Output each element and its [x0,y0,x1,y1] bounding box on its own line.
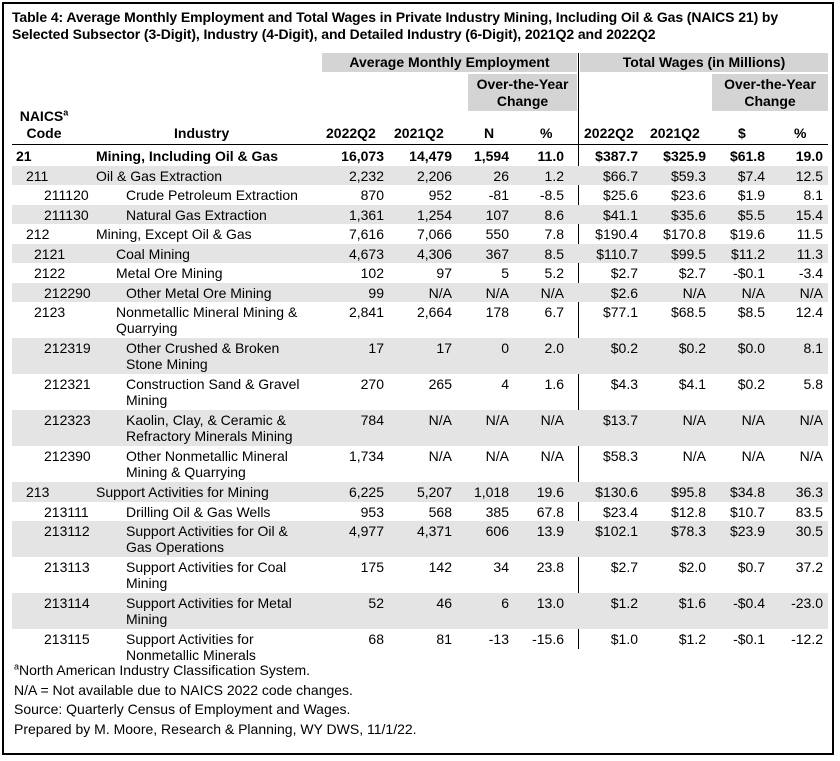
naics-code-cell: 213114 [44,595,90,611]
value-cell-emp2021: 2,664 [416,304,452,320]
value-cell-pct: 67.8 [536,503,564,520]
naics-code-cell: 212321 [44,376,91,392]
value-cell-w2022: $0.2 [610,340,638,356]
value-cell-emp2022: 953 [360,503,384,520]
value-cell-n: 4 [501,376,509,392]
value-cell-emp2021: N/A [428,448,452,464]
value-cell-wpct: -3.4 [798,265,823,281]
value-cell-pct: 1.6 [544,376,564,392]
industry-cell: Support Activities for Metal Mining [126,595,292,627]
value-cell-w2021: $12.8 [670,503,706,520]
value-cell-n: 1,018 [473,484,509,500]
industry-cell: Other Crushed & Broken Stone Mining [126,340,280,372]
emp-2021-header: 2021Q2 [394,125,444,141]
value-cell-emp2022: 17 [368,340,384,356]
value-cell-n: 367 [485,245,509,262]
value-cell-n: 178 [485,304,509,320]
value-cell-w2021: $2.7 [678,265,706,281]
value-cell-wpct: 8.1 [803,340,823,356]
value-cell-wpct: 12.4 [795,304,823,320]
value-cell-n: 1,594 [473,148,509,164]
value-cell-wpct: 30.5 [795,523,823,539]
table-row [12,283,828,303]
value-cell-wpct: 15.4 [795,206,823,223]
value-cell-emp2022: 1,734 [348,448,384,464]
value-cell-wpct: 37.2 [795,559,823,575]
value-cell-pct: 1.2 [544,167,564,184]
value-cell-wpct: -23.0 [791,595,823,611]
value-cell-n: N/A [485,412,509,428]
value-cell-w2021: $35.6 [670,206,706,223]
value-cell-pct: 19.6 [536,484,564,500]
value-cell-w2021: N/A [682,284,706,301]
table-row [12,482,828,502]
table-row [12,244,828,264]
value-cell-emp2022: 270 [360,376,384,392]
value-cell-emp2022: 175 [360,559,384,575]
value-cell-w2021: $99.5 [670,245,706,262]
value-cell-pct: 8.5 [544,245,564,262]
value-cell-emp2021: 46 [436,595,452,611]
value-cell-pct: 2.0 [544,340,564,356]
value-cell-pct: N/A [540,412,564,428]
footnote-marker: a [14,661,20,672]
value-cell-emp2021: 14,479 [409,148,452,164]
value-cell-w2022: $2.6 [610,284,638,301]
wages-change-label: Over-the-Year Change [724,76,816,109]
value-cell-w2021: $1.6 [678,595,706,611]
naics-code-cell: 212390 [44,448,91,464]
table-row [12,166,828,186]
value-cell-w2022: $25.6 [602,187,638,203]
value-cell-wpct: N/A [799,448,823,464]
value-cell-wpct: 5.8 [803,376,823,392]
value-cell-n: 5 [501,265,509,281]
header-rule [12,144,828,145]
value-cell-emp2022: 4,673 [348,245,384,262]
table-row [12,146,828,166]
value-cell-emp2022: 99 [368,284,384,301]
footnote-na: N/A = Not available due to NAICS 2022 code changes. [14,681,353,698]
value-cell-w2022: $77.1 [602,304,638,320]
value-cell-dol: $19.6 [729,226,765,242]
naics-code-cell: 213112 [44,523,90,539]
naics-code-cell: 2122 [34,265,66,281]
naics-code-header [14,108,74,142]
industry-cell: Other Metal Ore Mining [126,284,272,301]
value-cell-pct: 5.2 [544,265,564,281]
value-cell-emp2021: N/A [428,284,452,301]
naics-code-cell: 21 [16,148,32,164]
value-cell-emp2021: 1,254 [416,206,452,223]
naics-code-cell: 213113 [44,559,90,575]
industry-cell: Other Nonmetallic Mineral Mining & Quarrying [126,448,288,480]
value-cell-w2021: $95.8 [670,484,706,500]
value-cell-n: N/A [485,448,509,464]
value-cell-dol: $23.9 [729,523,765,539]
value-cell-dol: N/A [741,284,765,301]
value-cell-wpct: 83.5 [795,503,823,520]
industry-cell: Mining, Including Oil & Gas [96,148,278,164]
table-row [12,224,828,244]
value-cell-n: 0 [501,340,509,356]
value-cell-w2021: $4.1 [678,376,706,392]
value-cell-wpct: 11.3 [796,245,823,262]
value-cell-n: 6 [501,595,509,611]
emp-n-header: N [484,125,495,141]
table-frame [2,2,834,755]
value-cell-emp2021: 265 [428,376,452,392]
value-cell-n: 26 [493,167,509,184]
value-cell-w2022: $1.2 [610,595,638,611]
table-row [12,374,828,410]
value-cell-w2021: $23.6 [670,187,706,203]
value-cell-emp2022: 784 [360,412,384,428]
value-cell-dol: N/A [741,448,765,464]
value-cell-w2021: N/A [682,412,706,428]
value-cell-emp2022: 16,073 [341,148,384,164]
value-cell-w2021: N/A [682,448,706,464]
value-cell-emp2021: 5,207 [416,484,452,500]
value-cell-w2022: $2.7 [610,559,638,575]
naics-code-cell: 2121 [34,245,66,262]
wage-2022-header: 2022Q2 [584,125,634,141]
table-row [12,338,828,374]
naics-footnote-marker: a [63,107,69,118]
table-row [12,263,828,283]
naics-code-cell: 213111 [44,503,89,520]
naics-label: NAICS [19,108,64,124]
value-cell-emp2021: 568 [428,503,452,520]
value-cell-n: 550 [485,226,509,242]
value-cell-w2022: $387.7 [595,148,638,164]
naics-code-cell: 213115 [44,631,90,647]
emp-2022-header: 2022Q2 [326,125,376,141]
naics-code-cell: 212290 [44,284,91,301]
value-cell-w2022: $4.3 [610,376,638,392]
value-cell-w2021: $2.0 [678,559,706,575]
wage-dollar-header: $ [738,125,746,141]
value-cell-dol: $34.8 [729,484,765,500]
industry-cell: Crude Petroleum Extraction [126,187,298,203]
value-cell-n: N/A [485,284,509,301]
table-body [12,146,828,665]
value-cell-dol: $0.7 [737,559,765,575]
naics-code-cell: 212319 [44,340,91,356]
value-cell-emp2022: 7,616 [348,226,384,242]
value-cell-pct: N/A [540,448,564,464]
value-cell-pct: 23.8 [536,559,564,575]
wages-change-header [712,74,828,111]
value-cell-dol: $10.7 [729,503,765,520]
value-cell-emp2021: 7,066 [416,226,452,242]
value-cell-wpct: N/A [799,412,823,428]
industry-cell: Support Activities for Oil & Gas Operations [126,523,288,555]
industry-cell: Support Activities for Mining [96,484,269,500]
value-cell-w2021: $68.5 [670,304,706,320]
value-cell-w2021: $78.3 [670,523,706,539]
naics-code-cell: 211130 [44,206,89,223]
naics-code-cell: 212323 [44,412,91,428]
footnotes [14,661,814,739]
value-cell-wpct: 19.0 [795,148,823,164]
wage-pct-header: % [794,125,807,141]
value-cell-emp2022: 2,841 [348,304,384,320]
value-cell-emp2022: 68 [368,631,384,647]
table-row [12,557,828,593]
industry-cell: Support Activities for Nonmetallic Minerals [126,631,256,663]
value-cell-n: -81 [488,187,509,203]
value-cell-emp2021: N/A [428,412,452,428]
industry-cell: Metal Ore Mining [116,265,223,281]
value-cell-dol: -$0.4 [733,595,765,611]
value-cell-dol: $8.5 [737,304,765,320]
value-cell-pct: 13.0 [536,595,564,611]
value-cell-emp2021: 17 [436,340,452,356]
value-cell-w2022: $110.7 [596,245,638,262]
value-cell-dol: $0.0 [737,340,765,356]
value-cell-w2022: $58.3 [602,448,638,464]
industry-cell: Nonmetallic Mineral Mining & Quarrying [116,304,298,336]
value-cell-emp2022: 102 [360,265,384,281]
industry-cell: Natural Gas Extraction [126,206,267,223]
industry-cell: Coal Mining [116,245,190,262]
value-cell-wpct: 36.3 [795,484,823,500]
industry-header: Industry [174,125,230,141]
value-cell-pct: -15.6 [532,631,564,647]
value-cell-w2022: $2.7 [610,265,638,281]
value-cell-dol: -$0.1 [733,265,765,281]
naics-code-cell: 211120 [44,187,89,203]
value-cell-w2021: $1.2 [678,631,706,647]
employment-group-header: Average Monthly Employment [322,53,577,72]
footnote-source: Source: Quarterly Census of Employment and Wages. [14,701,351,717]
employment-change-header [468,74,577,111]
industry-cell: Support Activities for Coal Mining [126,559,287,591]
table-row [12,410,828,446]
value-cell-w2021: $0.2 [678,340,706,356]
value-cell-dol: N/A [741,412,765,428]
value-cell-dol: $1.9 [737,187,765,203]
value-cell-n: 107 [485,206,509,223]
value-cell-w2022: $66.7 [602,167,638,184]
naics-code-cell: 2123 [34,304,66,320]
value-cell-dol: $11.2 [731,245,765,262]
value-cell-emp2021: 952 [428,187,452,203]
value-cell-wpct: -12.2 [791,631,823,647]
value-cell-w2022: $13.7 [602,412,638,428]
value-cell-n: 385 [485,503,509,520]
wage-2021-header: 2021Q2 [650,125,700,141]
value-cell-w2022: $190.4 [595,226,638,242]
value-cell-emp2021: 4,371 [416,523,452,539]
value-cell-pct: 7.8 [544,226,564,242]
table-row [12,446,828,482]
value-cell-emp2022: 2,232 [348,167,384,184]
wages-group-header: Total Wages (in Millions) [580,53,828,72]
value-cell-n: -13 [488,631,509,647]
value-cell-w2022: $102.1 [595,523,638,539]
value-cell-wpct: 11.5 [796,226,823,242]
table-row [12,629,828,665]
table-title: Table 4: Average Monthly Employment and Total Wages in Private Industry Mining, Including Oil & Gas (NAICS 21) by Selected Subsector (3-Digit), Industry (4-Digit), and Detailed Industry (6-Digit), 2021Q2 and 2022Q2 [12,9,779,42]
value-cell-w2021: $325.9 [663,148,706,164]
value-cell-w2022: $1.0 [610,631,638,647]
naics-code-cell: 212 [26,226,50,242]
industry-cell: Mining, Except Oil & Gas [96,226,252,242]
value-cell-emp2021: 2,206 [416,167,452,184]
value-cell-pct: 6.7 [544,304,564,320]
value-cell-w2021: $59.3 [670,167,706,184]
value-cell-pct: N/A [540,284,564,301]
value-cell-emp2022: 4,977 [348,523,384,539]
footnote-naics [14,661,814,681]
value-cell-emp2021: 81 [436,631,452,647]
employment-change-label: Over-the-Year Change [476,76,569,109]
value-cell-w2021: $170.8 [663,226,706,242]
value-cell-pct: 13.9 [536,523,564,539]
value-cell-pct: 8.6 [544,206,564,223]
value-cell-n: 606 [485,523,509,539]
value-cell-emp2021: 142 [428,559,452,575]
value-cell-w2022: $41.1 [602,206,638,223]
value-cell-dol: -$0.1 [733,631,765,647]
table-row [12,302,828,338]
value-cell-w2022: $23.4 [602,503,638,520]
value-cell-emp2022: 52 [368,595,384,611]
value-cell-emp2021: 4,306 [416,245,452,262]
value-cell-wpct: 8.1 [803,187,823,203]
naics-code-cell: 213 [26,484,50,500]
table-row [12,521,828,557]
value-cell-dol: $5.5 [737,206,765,223]
table-row [12,185,828,205]
value-cell-dol: $7.4 [737,167,765,184]
value-cell-pct: 11.0 [537,148,564,164]
industry-cell: Kaolin, Clay, & Ceramic & Refractory Minerals Mining [126,412,293,444]
table-row [12,205,828,225]
value-cell-emp2022: 1,361 [348,206,384,223]
table-row [12,593,828,629]
value-cell-emp2022: 870 [360,187,384,203]
emp-pct-header: % [540,125,553,141]
value-cell-wpct: N/A [799,284,823,301]
naics-code-cell: 211 [26,167,49,184]
industry-cell: Drilling Oil & Gas Wells [126,503,271,520]
industry-cell: Construction Sand & Gravel Mining [126,376,300,408]
value-cell-w2022: $130.6 [595,484,638,500]
value-cell-n: 34 [493,559,509,575]
value-cell-emp2021: 97 [436,265,452,281]
value-cell-pct: -8.5 [539,187,564,203]
footnote-prepared: Prepared by M. Moore, Research & Planning, WY DWS, 11/1/22. [14,720,417,737]
value-cell-dol: $0.2 [737,376,765,392]
value-cell-dol: $61.8 [729,148,765,164]
code-label-text: Code [26,125,62,141]
value-cell-emp2022: 6,225 [348,484,384,500]
value-cell-wpct: 12.5 [795,167,823,184]
footnote-naics-text: North American Industry Classification System. [19,662,311,678]
industry-cell: Oil & Gas Extraction [96,167,223,184]
table-row [12,502,828,522]
